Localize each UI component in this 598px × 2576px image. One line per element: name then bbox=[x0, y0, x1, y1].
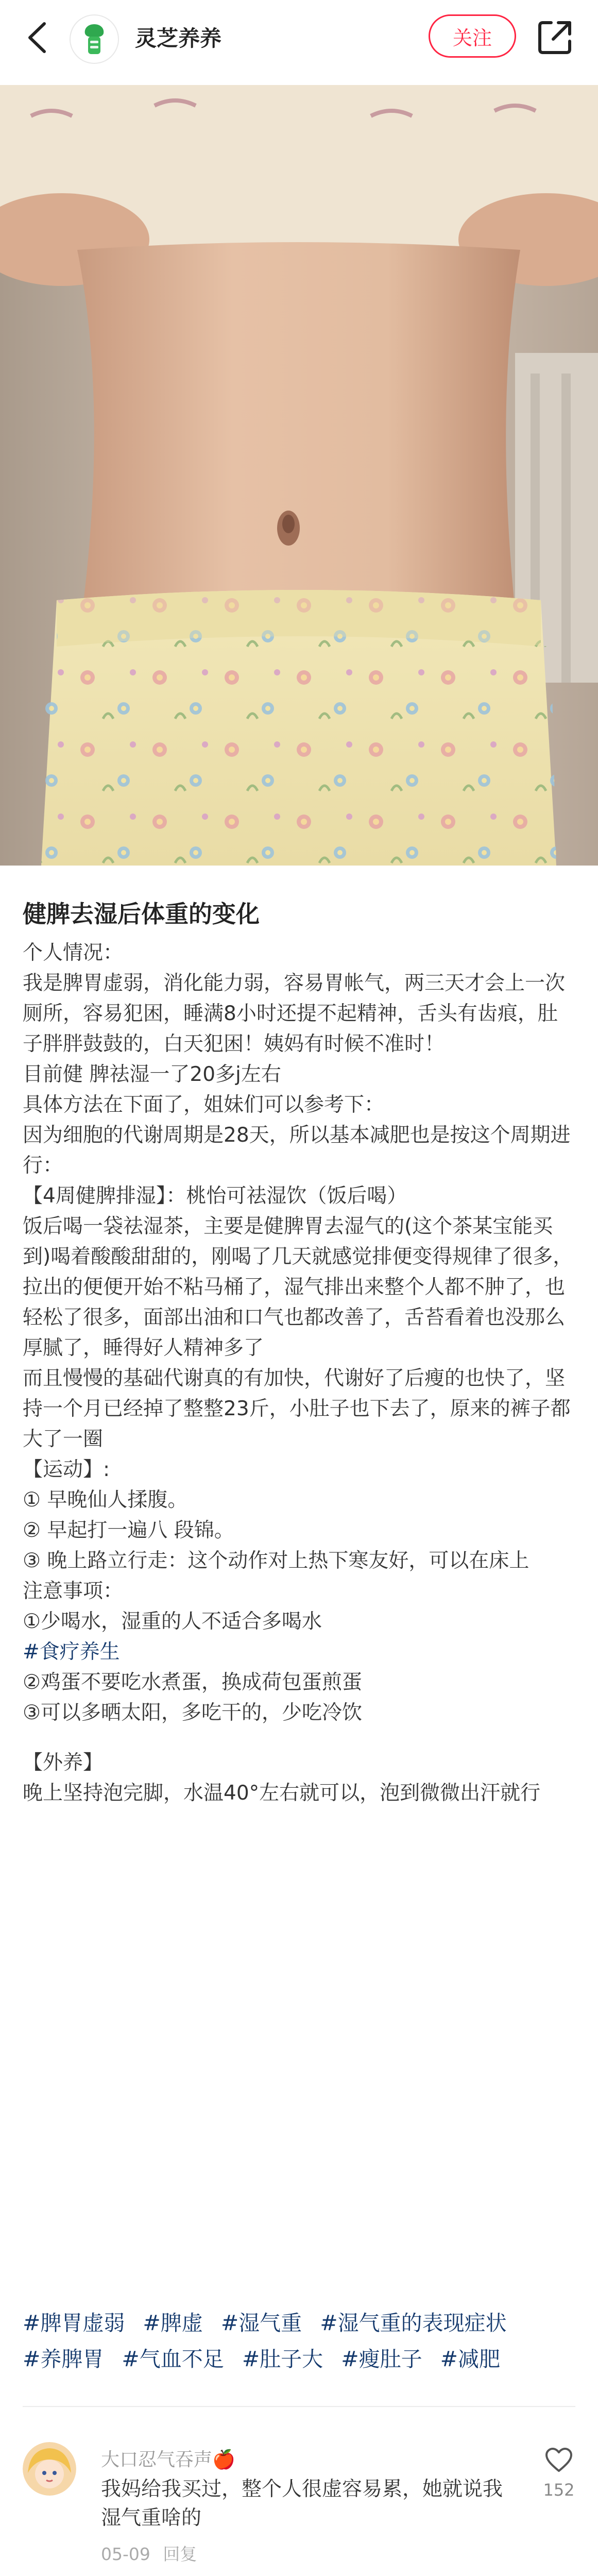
comment-date: 05-09 bbox=[101, 2544, 150, 2564]
hashtag[interactable]: #减肥 bbox=[440, 2347, 500, 2371]
chevron-left-icon bbox=[23, 20, 54, 56]
paragraph-gap bbox=[23, 1728, 576, 1748]
follow-button[interactable]: 关注 bbox=[429, 14, 516, 58]
note-paragraph: 因为细胞的代谢周期是28天，所以基本减肥也是按这个周期进行： bbox=[23, 1124, 571, 1177]
back-button[interactable] bbox=[23, 20, 54, 56]
note-title: 健脾去湿后体重的变化 bbox=[23, 900, 260, 928]
note-paragraph: ③ 晚上路立行走：这个动作对上热下寒友好，可以在床上 bbox=[23, 1549, 529, 1572]
hashtag[interactable]: #湿气重 bbox=[220, 2311, 302, 2335]
comment-text: 我妈给我买过，整个人很虚容易累，她就说我湿气重啥的 bbox=[101, 2478, 503, 2530]
note-paragraph: 具体方法在下面了，姐妹们可以参考下： bbox=[23, 1093, 385, 1116]
hashtag[interactable]: #脾虚 bbox=[143, 2311, 203, 2335]
note-paragraph: 注意事项： bbox=[23, 1580, 124, 1603]
note-paragraph: ②鸡蛋不要吃水煮蛋，换成荷包蛋煎蛋 bbox=[23, 1671, 362, 1694]
commenter-avatar[interactable] bbox=[23, 2442, 76, 2496]
share-button[interactable] bbox=[536, 18, 575, 57]
hashtag-list bbox=[23, 2305, 579, 2377]
comment-meta bbox=[101, 2541, 197, 2565]
note-paragraph: 而且慢慢的基础代谢真的有加快，代谢好了后瘦的也快了，坚持一个月已经掉了整整23斤，小肚子也下去了，原来的裤子都大了一圈 bbox=[23, 1367, 571, 1451]
comments-divider bbox=[23, 2406, 575, 2407]
like-button[interactable] bbox=[541, 2447, 577, 2500]
note-paragraph: 目前健 脾祛湿一了20多j左右 bbox=[23, 1063, 281, 1086]
inline-hashtag[interactable]: #食疗养生 bbox=[23, 1640, 120, 1664]
comment-item bbox=[0, 2442, 598, 2576]
hashtag[interactable]: #瘦肚子 bbox=[341, 2347, 422, 2371]
hashtag[interactable]: #肚子大 bbox=[242, 2347, 323, 2371]
reply-button[interactable]: 回复 bbox=[163, 2544, 197, 2564]
share-icon bbox=[536, 18, 575, 57]
note-photo[interactable] bbox=[0, 85, 598, 866]
hashtag[interactable]: #湿气重的表现症状 bbox=[320, 2311, 507, 2335]
note-paragraph: ② 早起打一遍八 段锦。 bbox=[23, 1519, 234, 1542]
waist-photo-illustration bbox=[0, 85, 598, 866]
top-bar bbox=[0, 0, 598, 77]
hashtag[interactable]: #脾胃虚弱 bbox=[23, 2311, 125, 2335]
note-paragraph: 【外养】 bbox=[23, 1751, 104, 1774]
note-paragraph: ①少喝水，湿重的人不适合多喝水 bbox=[23, 1610, 322, 1633]
author-name[interactable]: 灵芝养养 bbox=[135, 26, 222, 51]
note-paragraph: 我是脾胃虚弱，消化能力弱，容易胃帐气，两三天才会上一次厕所，容易犯困，睡满8小时还提不起精神，舌头有齿痕，肚子胖胖鼓鼓的，白天犯困！姨妈有时候不准时！ bbox=[23, 972, 566, 1056]
hashtag[interactable]: #养脾胃 bbox=[23, 2347, 104, 2371]
like-count: 152 bbox=[543, 2480, 575, 2500]
note-content bbox=[23, 938, 576, 1808]
note-paragraph: ③可以多晒太阳，多吃干的，少吃冷饮 bbox=[23, 1701, 362, 1724]
heart-icon bbox=[545, 2447, 573, 2473]
lingzhi-logo-icon bbox=[79, 21, 110, 57]
note-paragraph: 饭后喝一袋祛湿茶，主要是健脾胃去湿气的(这个茶某宝能买到)喝着酸酸甜甜的，刚喝了几天就感觉排便变得规律了很多，拉出的便便开始不粘马桶了，湿气排出来整个人都不肿了，也轻松了很多，面部出油和口气也都改善了，舌苔看着也没那么厚腻了，睡得好人精神多了 bbox=[23, 1215, 573, 1360]
anime-girl-avatar-icon bbox=[23, 2442, 76, 2496]
note-paragraph: 【运动】: bbox=[23, 1458, 110, 1481]
commenter-name[interactable]: 大口忍气吞声🍎 bbox=[101, 2449, 235, 2470]
note-paragraph: 晚上坚持泡完脚，水温40°左右就可以，泡到微微出汗就行 bbox=[23, 1782, 541, 1805]
note-paragraph: 个人情况： bbox=[23, 941, 124, 964]
hashtag[interactable]: #气血不足 bbox=[122, 2347, 224, 2371]
author-avatar[interactable] bbox=[70, 14, 119, 64]
note-paragraph: ① 早晚仙人揉腹。 bbox=[23, 1488, 188, 1512]
note-paragraph: 【4周健脾排湿】：桃怡可祛湿饮（饭后喝） bbox=[23, 1184, 407, 1208]
